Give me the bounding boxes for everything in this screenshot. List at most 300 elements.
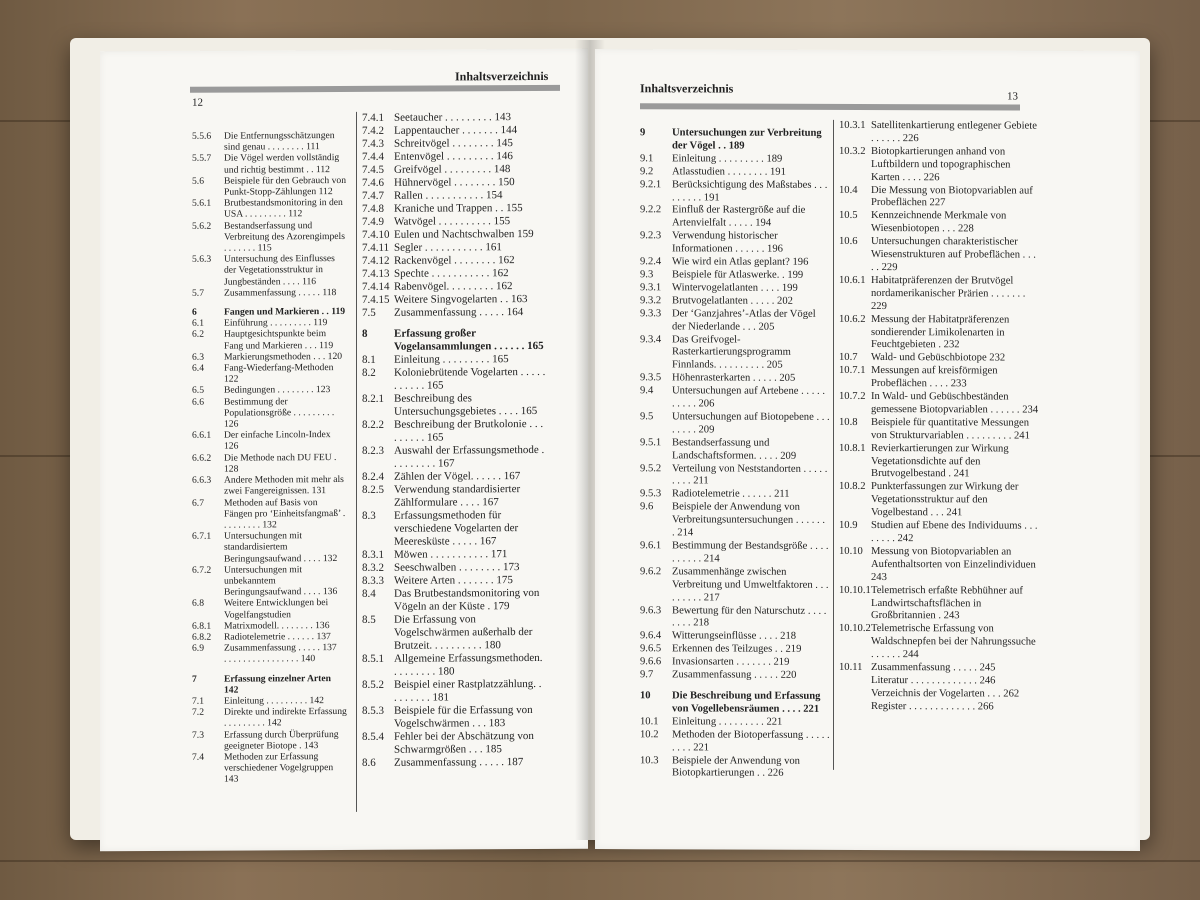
toc-entry [839, 662, 1039, 676]
toc-entry-number: 9.6.2 [640, 566, 662, 578]
toc-entry-number: 10.2 [640, 728, 659, 740]
toc-entry-number: 5.6 [192, 175, 204, 187]
toc-entry [192, 197, 347, 220]
toc-entry-text: Beispiele für Atlaswerke. . 199 [672, 269, 804, 281]
toc-entry [640, 690, 830, 716]
toc-entry-number: 7.4.8 [362, 202, 384, 215]
toc-entry-number: 8.5.1 [362, 652, 384, 665]
toc-entry-number: 6.4 [192, 362, 204, 374]
toc-entry [192, 429, 347, 452]
toc-entry-text: Verzeichnis der Vogelarten . . . 262 [871, 687, 1020, 700]
toc-entry-number: 9.6 [640, 501, 654, 513]
toc-entry [839, 275, 1039, 314]
toc-entry-number: 9.3.2 [640, 294, 662, 307]
toc-entry [839, 701, 1039, 715]
toc-entry-text: Koloniebrütende Vogelarten . . . . . . . . . . . 165 [394, 365, 546, 392]
toc-entry [192, 751, 347, 785]
toc-entry [362, 353, 547, 367]
toc-entry-text: In Wald- und Gebüschbeständen gemessene Biotopvariablen . . . . . . 234 [871, 391, 1039, 416]
toc-entry [839, 546, 1039, 585]
toc-entry [362, 137, 547, 151]
toc-entry-text: Greifvögel . . . . . . . . . 148 [394, 163, 511, 176]
toc-entry-text: Erfassungsmethoden für verschiedene Vogelarten der Meeresküste . . . . . 167 [394, 509, 519, 548]
toc-entry [640, 566, 830, 605]
toc-entry [192, 642, 347, 654]
toc-entry [839, 236, 1039, 275]
toc-entry-number: 7.4.3 [362, 137, 384, 150]
toc-entry-number: 8.2 [362, 366, 376, 379]
toc-entry-text: Beschreibung der Brutkolonie . . . . . . . . . 165 [394, 417, 544, 444]
toc-entry [192, 597, 347, 620]
toc-entry [839, 585, 1039, 624]
toc-entry-number: 8.3.3 [362, 574, 384, 587]
toc-entry-text: Weitere Entwicklungen bei Vogelfangstudien [224, 597, 329, 621]
toc-entry-text: Fehler bei der Abschätzung von Schwarmgrößen . . . 185 [394, 730, 534, 756]
toc-entry [362, 306, 547, 320]
toc-entry [192, 673, 347, 696]
toc-entry-text: Witterungseinflüsse . . . . 218 [672, 630, 797, 643]
toc-entry [192, 317, 347, 329]
toc-entry [839, 520, 1039, 547]
toc-entry [640, 256, 830, 270]
toc-entry-number: 8.3.2 [362, 561, 384, 574]
toc-entry [839, 688, 1039, 702]
toc-entry-text: Untersuchungen zur Verbreitung der Vögel . . 189 [672, 127, 822, 152]
toc-entry-text: Verwendung historischer Informationen . . . . . . 196 [672, 230, 783, 255]
toc-entry [362, 163, 547, 177]
toc-entry-text: . . . . . . . . . . . . . . . . 140 [224, 653, 316, 665]
toc-entry-text: Seeschwalben . . . . . . . . 173 [394, 561, 520, 574]
toc-entry-text: Der einfache Lincoln-Index 126 [224, 429, 331, 453]
toc-entry-number: 5.5.6 [192, 130, 212, 142]
toc-entry [362, 176, 547, 190]
toc-entry-text: Studien auf Ebene des Individuums . . . . . . . . 242 [871, 520, 1038, 545]
toc-entry-number: 7.4.13 [362, 267, 390, 280]
toc-entry-text: Atlasstudien . . . . . . . . 191 [672, 166, 786, 178]
toc-entry-text: Untersuchung des Einflusses der Vegetationsstruktur in Jungbeständen . . . . 116 [224, 253, 335, 288]
toc-entry-number: 6.7.2 [192, 564, 212, 576]
toc-entry [839, 443, 1039, 482]
toc-entry-number: 7.4.12 [362, 254, 390, 267]
toc-entry-text: Fang-Wiederfang-Methoden 122 [224, 362, 334, 385]
toc-entry [192, 220, 347, 254]
toc-entry-number: 7.4.1 [362, 111, 384, 124]
toc-entry-number: 7.4.5 [362, 163, 384, 176]
toc-entry-number: 6.7.1 [192, 530, 212, 542]
toc-entry [640, 501, 830, 540]
toc-entry-text: Messungen auf kreisförmigen Probeflächen . . . . 233 [871, 365, 998, 390]
toc-entry-text: Satellitenkartierung entlegener Gebiete . . . . . . 226 [871, 120, 1037, 145]
toc-entry [192, 130, 347, 153]
toc-entry-number [839, 688, 871, 701]
toc-entry-number: 6.6.1 [192, 429, 212, 442]
toc-entry-text: Bedingungen . . . . . . . . 123 [224, 384, 331, 397]
toc-entry-number: 8.1 [362, 353, 376, 366]
toc-entry-number: 10.6 [839, 236, 858, 248]
toc-entry-text: Bestimmung der Bestandsgröße . . . . . . . . . . 214 [672, 540, 829, 565]
toc-entry-text: Erfassung einzelner Arten 142 [224, 672, 331, 696]
toc-entry-number [192, 654, 224, 665]
toc-entry-number: 8.5.3 [362, 704, 384, 717]
toc-entry-text: Verteilung von Neststandorten . . . . . . . . . 211 [672, 462, 828, 487]
toc-entry [192, 152, 347, 175]
toc-entry-number: 10.7.1 [839, 365, 866, 377]
toc-entry-text: Die Vögel werden vollständig und richtig bestimmt . . 112 [224, 152, 340, 176]
toc-entry [192, 328, 347, 351]
toc-entry [362, 483, 547, 510]
toc-entry [192, 362, 347, 385]
toc-entry-number: 10.7.2 [839, 390, 866, 403]
toc-entry [192, 287, 347, 299]
toc-entry [362, 327, 547, 354]
toc-entry-number: 7.4.15 [362, 293, 390, 306]
toc-entry [362, 215, 547, 229]
toc-entry-number: 10.3 [640, 754, 659, 766]
toc-entry-text: Einfluß der Rastergröße auf die Artenvielfalt . . . . . 194 [672, 204, 806, 230]
toc-entry-number: 8 [362, 327, 368, 340]
toc-entry [362, 111, 547, 125]
toc-entry [192, 384, 347, 396]
toc-entry-text: Erkennen des Teilzuges . . 219 [672, 643, 802, 656]
toc-entry [640, 205, 830, 231]
toc-entry-text: Möwen . . . . . . . . . . . 171 [394, 548, 508, 561]
toc-entry-number: 10.4 [839, 184, 858, 196]
toc-entry-number: 6.7 [192, 497, 204, 509]
toc-entry-text: Rallen . . . . . . . . . . . 154 [394, 189, 503, 202]
toc-entry [640, 166, 830, 180]
right-page [595, 49, 1140, 851]
toc-entry [362, 444, 547, 471]
toc-entry [640, 269, 830, 283]
toc-column [362, 111, 547, 770]
toc-entry-number: 9.2.2 [640, 204, 662, 216]
toc-entry-number: 7.1 [192, 695, 204, 707]
toc-entry [839, 120, 1039, 147]
toc-entry-text: Einleitung . . . . . . . . . 221 [672, 716, 783, 728]
toc-entry-text: Die Entfernungsschätzungen sind genau . . . . . . . . 111 [224, 130, 335, 153]
toc-entry [640, 153, 830, 167]
toc-entry-text: Wald- und Gebüschbiotope 232 [871, 352, 1006, 364]
toc-entry [192, 706, 347, 729]
toc-entry [362, 280, 547, 294]
toc-entry [640, 385, 830, 411]
toc-entry [640, 282, 830, 296]
toc-entry-text: Markierungsmethoden . . . 120 [224, 350, 343, 363]
toc-entry-text: Der ‘Ganzjahres’-Atlas der Vögel der Niederlande . . . 205 [672, 308, 816, 333]
toc-entry [640, 540, 830, 566]
toc-entry-number: 6.8.1 [192, 620, 212, 632]
toc-entry [839, 146, 1039, 185]
toc-entry [192, 564, 347, 598]
toc-entry-number: 5.5.7 [192, 153, 212, 165]
toc-entry-text: Entenvögel . . . . . . . . . 146 [394, 150, 513, 163]
toc-entry-text: Seetaucher . . . . . . . . . 143 [394, 111, 511, 124]
page-number: 12 [192, 96, 203, 109]
toc-entry-number: 9.6.5 [640, 643, 662, 655]
toc-entry-text: Auswahl der Erfassungsmethode . . . . . . . . . 167 [394, 443, 545, 470]
toc-entry-text: Die Erfassung von Vogelschwärmen außerhalb der Brutzeit. . . . . . . . . . 180 [394, 613, 533, 652]
toc-entry-text: Beispiele für quantitative Messungen von Strukturvariablen . . . . . . . . . 241 [871, 416, 1030, 442]
toc-entry [362, 202, 547, 216]
page-number: 13 [1007, 90, 1018, 103]
toc-entry-number: 9.2.3 [640, 230, 662, 242]
toc-entry-text: Höhenrasterkarten . . . . . 205 [672, 372, 796, 384]
toc-entry [192, 306, 347, 318]
toc-entry-text: Radiotelemetrie . . . . . . 137 [224, 631, 331, 643]
toc-entry-text: Hauptgesichtspunkte beim Fang und Markieren . . . 119 [224, 328, 334, 352]
toc-entry [839, 352, 1039, 366]
toc-entry-number: 10.10 [839, 545, 863, 557]
toc-entry-text: Fangen und Markieren . . 119 [224, 306, 346, 318]
toc-entry [362, 189, 547, 203]
toc-entry-text: Erfassung durch Überprüfung geeigneter Biotope . 143 [224, 728, 339, 752]
toc-entry [192, 396, 347, 430]
toc-entry-text: Einleitung . . . . . . . . . 165 [394, 353, 509, 366]
toc-entry-number: 9 [640, 127, 646, 139]
toc-entry-text: Allgemeine Erfassungsmethoden. . . . . . . . . 180 [394, 651, 543, 678]
toc-entry [640, 716, 830, 730]
toc-entry-number: 8.6 [362, 756, 376, 769]
toc-entry [640, 372, 830, 386]
toc-entry [839, 481, 1039, 520]
toc-entry [362, 124, 547, 138]
toc-entry [362, 241, 547, 255]
toc-entry-number: 9.3.3 [640, 307, 662, 319]
toc-entry [839, 623, 1039, 662]
toc-entry-number: 6.3 [192, 351, 204, 363]
toc-entry-number: 8.2.4 [362, 470, 384, 483]
toc-entry-text: Radiotelemetrie . . . . . . 211 [672, 488, 790, 501]
toc-entry-text: Beschreibung des Untersuchungsgebietes . . . . 165 [394, 392, 538, 418]
toc-entry-text: Invasionsarten . . . . . . . 219 [672, 656, 790, 668]
toc-entry-text: Untersuchungen auf Biotopebene . . . . . . . . 209 [672, 411, 830, 436]
toc-entry-text: Erfassung großer Vogelansammlungen . . . . . . 165 [394, 327, 544, 353]
toc-entry-number: 7.4.9 [362, 215, 384, 228]
toc-entry-text: Telemetrisch erfaßte Rebhühner auf Landwirtschaftsflächen in Großbritannien . 243 [871, 584, 1023, 622]
toc-entry-text: Beispiel einer Rastplatzzählung. . . . . . . . . 181 [394, 677, 542, 704]
toc-entry-text: Rabenvögel. . . . . . . . . 162 [394, 280, 513, 293]
toc-entry [640, 489, 830, 503]
toc-entry-number: 6.6.3 [192, 474, 212, 486]
toc-entry-text: Bewertung für den Naturschutz . . . . . . . . 218 [672, 604, 827, 629]
toc-entry [362, 254, 547, 268]
toc-entry-number: 7.4.4 [362, 150, 384, 163]
toc-entry-number: 9.3.4 [640, 333, 662, 345]
toc-entry [640, 755, 830, 781]
toc-entry-number: 10.1 [640, 715, 659, 728]
toc-entry [362, 652, 547, 679]
toc-entry-number: 6 [192, 306, 197, 318]
toc-entry-number: 9.4 [640, 385, 654, 397]
toc-entry-number: 10.8 [839, 416, 858, 428]
toc-entry-text: Methoden zur Erfassung verschiedener Vogelgruppen 143 [224, 751, 334, 786]
toc-entry [839, 417, 1039, 444]
toc-entry-number: 5.6.3 [192, 253, 212, 266]
toc-entry [362, 267, 547, 281]
toc-entry [192, 496, 347, 530]
toc-entry-number: 7 [192, 673, 197, 685]
column-divider [833, 120, 834, 770]
toc-entry [640, 631, 830, 645]
toc-entry [640, 179, 830, 205]
toc-entry-number: 6.8.2 [192, 631, 212, 643]
toc-entry-number: 8.3.1 [362, 548, 384, 561]
toc-entry-text: Rackenvögel . . . . . . . . 162 [394, 254, 515, 267]
toc-entry [192, 474, 347, 497]
toc-entry-text: Einleitung . . . . . . . . . 189 [672, 153, 783, 165]
toc-entry [192, 620, 347, 632]
toc-entry-number: 6.6.2 [192, 452, 212, 464]
toc-entry [192, 530, 347, 564]
toc-entry-number: 7.4.6 [362, 176, 384, 189]
toc-entry [362, 704, 547, 731]
toc-entry [192, 631, 347, 643]
toc-entry [640, 230, 830, 256]
toc-entry [640, 656, 830, 670]
toc-entry-number: 9.6.3 [640, 604, 662, 616]
toc-entry [362, 418, 547, 445]
toc-entry [640, 308, 830, 334]
toc-entry-number: 7.2 [192, 706, 204, 718]
toc-entry [362, 561, 547, 575]
toc-entry [839, 184, 1039, 211]
toc-entry-number: 10.8.1 [839, 442, 866, 454]
toc-entry-text: Die Methode nach DU FEU . 128 [224, 451, 337, 475]
page-header-title: Inhaltsverzeichnis [640, 81, 734, 96]
toc-entry-text: Untersuchungen charakteristischer Wiesenstrukturen auf Probeflächen . . . . . 229 [871, 236, 1036, 274]
toc-entry-text: Untersuchungen mit standardisiertem Beringungsaufwand . . . . 132 [224, 530, 338, 565]
toc-entry-number: 7.3 [192, 729, 204, 741]
toc-entry [640, 729, 830, 755]
toc-entry-number: 9.2.1 [640, 178, 662, 190]
toc-entry-number: 9.5.3 [640, 488, 662, 500]
toc-entry-number: 10.7 [839, 352, 858, 364]
toc-entry [362, 228, 547, 242]
toc-entry-text: Segler . . . . . . . . . . . 161 [394, 241, 502, 254]
toc-entry-text: Untersuchungen mit unbekanntem Beringungsaufwand . . . . 136 [224, 563, 338, 598]
toc-entry-text: Wie wird ein Atlas geplant? 196 [672, 256, 809, 268]
toc-entry [362, 392, 547, 419]
toc-entry-number: 7.4.14 [362, 280, 390, 293]
toc-entry-number [839, 675, 871, 688]
toc-entry-number: 8.5 [362, 613, 376, 626]
toc-entry-text: Telemetrische Erfassung von Waldschnepfen bei der Nahrungssuche . . . . . . 244 [871, 623, 1036, 661]
toc-entry-text: Die Messung von Biotopvariablen auf Probeflächen 227 [871, 184, 1033, 209]
toc-entry-text: Kraniche und Trappen . . 155 [394, 202, 523, 215]
toc-entry-text: Das Greifvogel-Rasterkartierungsprogramm Finnlands. . . . . . . . . . 205 [672, 333, 791, 372]
toc-entry [640, 437, 830, 463]
toc-entry-number: 8.5.2 [362, 678, 384, 691]
toc-entry-text: Einführung . . . . . . . . . 119 [224, 317, 328, 329]
toc-entry-number: 9.6.4 [640, 630, 662, 642]
toc-entry-text: Das Brutbestandsmonitoring von Vögeln an der Küste . 179 [394, 586, 540, 613]
toc-entry-text: Einleitung . . . . . . . . . 142 [224, 695, 324, 707]
toc-entry-number: 10.3.1 [839, 119, 866, 131]
toc-entry-text: Berücksichtigung des Maßstabes . . . . . . . . . 191 [672, 178, 828, 204]
toc-entry-text: Bestimmung der Populationsgröße . . . . . . . . . 126 [224, 395, 335, 430]
toc-entry-text: Schreitvögel . . . . . . . . 145 [394, 137, 513, 150]
table-plank-seam [0, 860, 1200, 862]
toc-column [640, 119, 830, 781]
toc-entry-number: 7.4.2 [362, 124, 384, 137]
toc-entry [839, 210, 1039, 237]
toc-entry-number: 7.4.7 [362, 189, 384, 202]
toc-entry-number: 5.6.2 [192, 220, 212, 232]
toc-entry [640, 334, 830, 373]
toc-entry [362, 366, 547, 393]
toc-entry-text: Habitatpräferenzen der Brutvögel nordamerikanischer Prärien . . . . . . . 229 [871, 274, 1026, 312]
toc-entry-number: 10.11 [839, 661, 863, 674]
toc-entry [362, 587, 547, 614]
toc-entry-number: 8.2.2 [362, 418, 384, 431]
toc-entry [192, 452, 347, 475]
toc-entry-number: 10.8.2 [839, 481, 866, 493]
toc-entry [362, 509, 547, 549]
toc-entry-text: Messung der Habitatpräferenzen sondierender Limikolenarten in Feuchtgebieten . 232 [871, 313, 1010, 351]
toc-entry-number: 9.2 [640, 165, 654, 177]
toc-entry [839, 675, 1039, 689]
toc-entry-number: 9.1 [640, 153, 654, 165]
toc-entry-text: Brutbestandsmonitoring in den USA . . . . . . . . . 112 [224, 197, 343, 221]
toc-entry-text: Bestandserfassung und Verbreitung des Azorengimpels . . . . . . . 115 [224, 219, 345, 254]
toc-entry-number: 8.5.4 [362, 730, 384, 743]
toc-entry-text: Zusammenfassung . . . . . 137 [224, 642, 337, 654]
toc-entry-text: Zusammenfassung . . . . . 245 [871, 662, 996, 674]
column-divider [356, 112, 357, 812]
toc-entry-number: 6.6 [192, 396, 204, 408]
toc-column [192, 130, 347, 785]
toc-entry-number: 6.8 [192, 598, 204, 610]
header-rule [640, 103, 1020, 110]
toc-entry-number: 7.4 [192, 751, 204, 763]
toc-entry-text: Beispiele der Anwendung von Biotopkartierungen . . 226 [672, 754, 800, 780]
toc-entry-text: Weitere Arten . . . . . . . 175 [394, 574, 513, 587]
toc-entry [640, 295, 830, 309]
toc-entry-number: 7.4.11 [362, 241, 390, 254]
toc-entry [839, 365, 1039, 392]
toc-entry-text: Register . . . . . . . . . . . . . 266 [871, 700, 994, 713]
toc-entry-number: 9.3.1 [640, 282, 662, 294]
toc-entry-text: Eulen und Nachtschwalben 159 [394, 228, 534, 241]
toc-entry-number: 9.7 [640, 669, 654, 681]
toc-entry [192, 253, 347, 287]
toc-entry-text: Verwendung standardisierter Zählformulare . . . . 167 [394, 483, 521, 509]
toc-entry-text: Beispiele der Anwendung von Verbreitungsuntersuchungen . . . . . . . 214 [672, 501, 825, 539]
page-header-title: Inhaltsverzeichnis [455, 68, 549, 84]
toc-entry-text: Zusammenfassung . . . . . 164 [394, 306, 524, 319]
toc-entry [640, 127, 830, 153]
header-rule [190, 85, 560, 93]
toc-entry-number: 10.6.2 [839, 313, 866, 325]
toc-entry [362, 613, 547, 653]
toc-entry-number: 9.5.2 [640, 462, 662, 474]
toc-entry-text: Brutvogelatlanten . . . . . 202 [672, 295, 793, 307]
toc-entry-text: Methoden der Biotoperfassung . . . . . . . . . 221 [672, 729, 830, 754]
toc-entry-text: Zählen der Vögel. . . . . . 167 [394, 470, 521, 483]
toc-entry [362, 756, 547, 770]
toc-entry-number: 5.6.1 [192, 197, 212, 210]
toc-entry-number: 6.2 [192, 329, 204, 341]
toc-entry-text: Beispiele für die Erfassung von Vogelschwärmen . . . 183 [394, 704, 533, 730]
toc-entry-number: 8.2.1 [362, 392, 384, 405]
toc-entry [192, 729, 347, 752]
toc-column [839, 120, 1039, 714]
toc-entry-text: Matrixmodell. . . . . . . . 136 [224, 619, 330, 632]
toc-entry-number: 9.5.1 [640, 436, 662, 449]
toc-entry-text: Biotopkartierungen anhand von Luftbildern und topographischen Karten . . . . 226 [871, 145, 1011, 183]
toc-entry-number: 10.6.1 [839, 274, 866, 286]
toc-entry [640, 643, 830, 657]
